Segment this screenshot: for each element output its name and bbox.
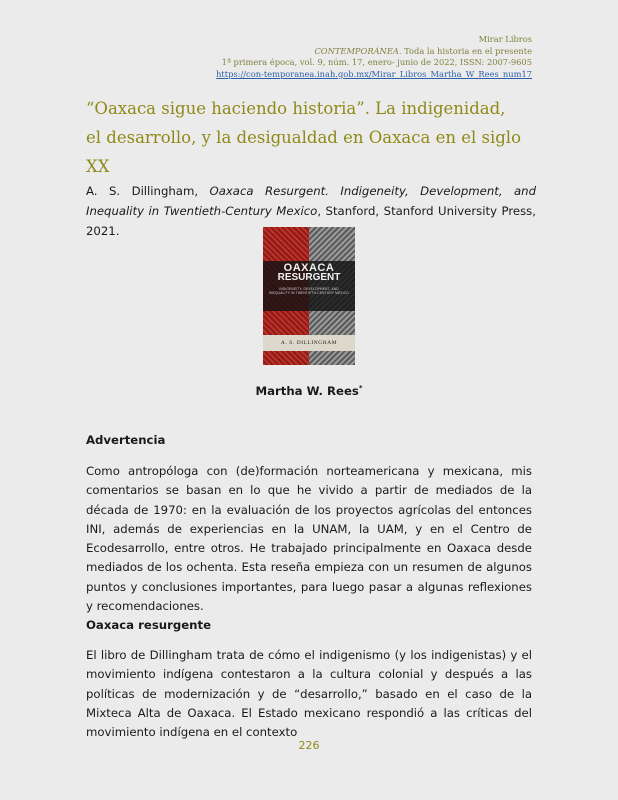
cover-subtitle: INDIGENEITY, DEVELOPMENT, AND INEQUALITY IN TWENTIETH-CENTURY MEXICO xyxy=(269,287,349,295)
running-header xyxy=(216,34,532,80)
cover-author: A. S. DILLINGHAM xyxy=(280,340,338,346)
section-heading-advertencia: Advertencia xyxy=(86,433,166,447)
journal-name: CONTEMPORÁNEA. xyxy=(314,45,402,56)
reviewer-footnote-mark[interactable]: * xyxy=(358,384,363,393)
citation-book-title: Oaxaca Resurgent. Indigeneity, Development, and Inequality in Twentieth-Century Mexico xyxy=(86,184,536,218)
paragraph-oaxaca-resurgente: El libro de Dillingham trata de cómo el indigenismo (y los indigenistas) y el movimiento indígena contestaron a la cultura colonial y después a las políticas de modernización y de “desarrollo,” basado en el caso de la Mixteca Alta de Oaxaca. El Estado mexicano respondió a las críticas del movimiento indígena en el contexto xyxy=(86,648,532,740)
section-label: Mirar Libros xyxy=(478,34,532,44)
section-heading-oaxaca-resurgente: Oaxaca resurgente xyxy=(86,618,211,632)
reviewer-name-text: Martha W. Rees xyxy=(255,384,359,398)
journal-line xyxy=(216,46,532,58)
title-line-1: “Oaxaca sigue haciendo historia”. La indigenidad, xyxy=(86,99,506,118)
citation-author: A. S. Dillingham, xyxy=(86,184,210,198)
title-line-2: el desarrollo, y la desigualdad en Oaxaca en el siglo XX xyxy=(86,128,522,176)
citation-publisher: , Stanford, Stanford University Press, 2021. xyxy=(86,204,536,238)
article-title xyxy=(86,94,546,181)
page-number: 226 xyxy=(298,739,320,752)
reviewer-name xyxy=(0,384,618,398)
article-url-link[interactable]: https://con-temporanea.inah.gob.mx/Mirar_Libros_Martha_W_Rees_num17 xyxy=(216,68,532,79)
cover-title-line-1: OAXACA xyxy=(283,262,335,274)
issue-info: 1ª primera época, vol. 9, núm. 17, enero- junio de 2022, ISSN: 2007-9605 xyxy=(221,57,532,67)
book-cover-image xyxy=(263,227,355,365)
journal-tagline: Toda la historia en el presente xyxy=(401,45,532,56)
paragraph-advertencia: Como antropóloga con (de)formación norteamericana y mexicana, mis comentarios se basan en lo que he vivido a partir de mediados de la década de 1970: en la evaluación de los proyectos agrícolas del entonces INI, además de experiencias en la UNAM, la UAM, y en el Centro de Ecodesarrollo, entre otros. He trabajado principalmente en Oaxaca desde mediados de los ochenta. Esta reseña empieza con un resumen de algunos puntos y conclusiones importantes, para luego pasar a algunas reflexiones y recomendaciones. xyxy=(86,464,532,614)
cover-title-line-2: RESURGENT xyxy=(277,272,341,283)
